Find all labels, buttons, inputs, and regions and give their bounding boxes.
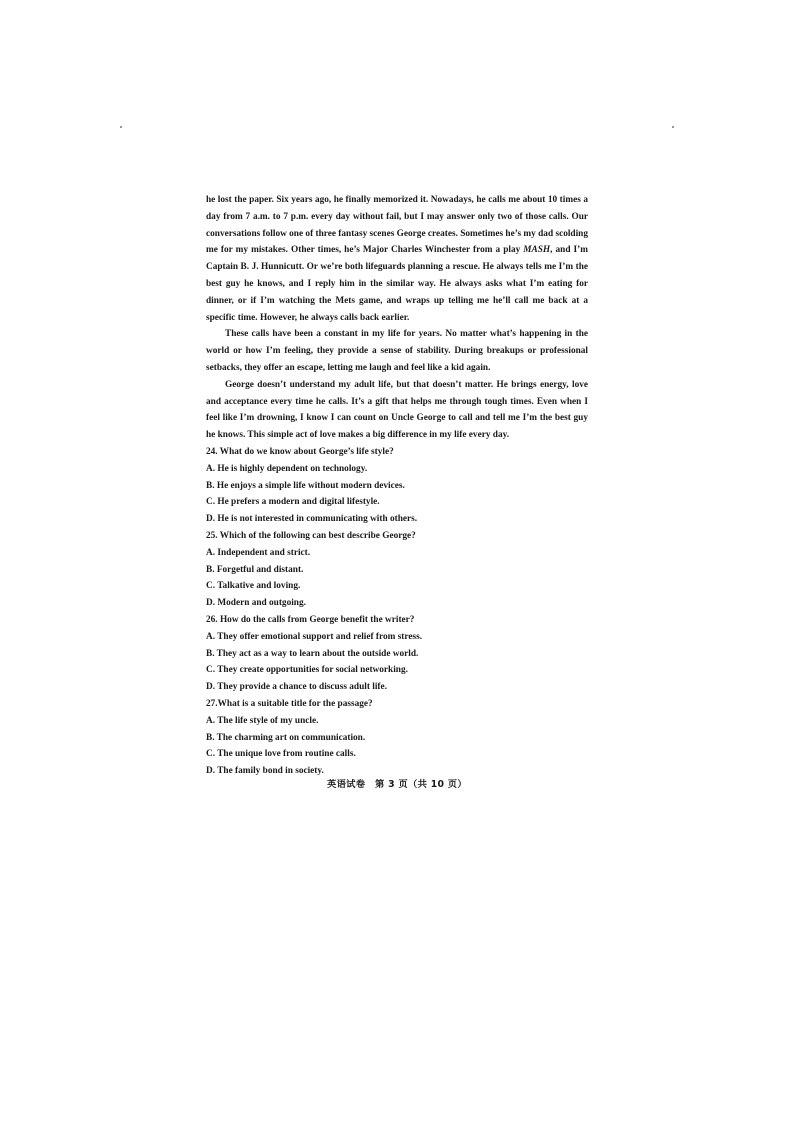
play-title: MASH: [523, 245, 551, 256]
option-a: A. The life style of my uncle.: [206, 715, 319, 726]
question-24: [206, 444, 588, 528]
exam-page-content: [206, 192, 588, 780]
option-d: D. They provide a chance to discuss adult life.: [206, 682, 387, 693]
option-b: B. The charming art on communication.: [206, 732, 366, 743]
option-d: D. Modern and outgoing.: [206, 598, 306, 609]
page-footer: 英语试卷 第 3 页（共 10 页）: [326, 779, 468, 790]
option-a: A. Independent and strict.: [206, 547, 311, 558]
option-d: D. He is not interested in communicating with others.: [206, 514, 418, 525]
option-c: C. Talkative and loving.: [206, 581, 301, 592]
scan-mark-left: [120, 126, 122, 128]
option-b: B. Forgetful and distant.: [206, 564, 304, 575]
question-stem: 26. How do the calls from George benefit the writer?: [206, 614, 415, 625]
question-26: [206, 612, 588, 696]
passage-paragraph-1: he lost the paper. Six years ago, he finally memorized it. Nowadays, he calls me about 10 times a day from 7 a.m. to 7 p.m. every day without fail, but I may answer only two of those calls. Our conversations follow one of three fantasy scenes George creates. Sometimes he’s my dad scolding me for my mistakes. Other times, he’s Major Charles Winchester from a play MASH, and I’m Captain B. J. Hunnicutt. Or we’re both lifeguards planning a rescue. He always tells me I’m the best guy he knows, and I reply him in the similar way. He always asks what I’m eating for dinner, or if I’m watching the Mets game, and wraps up telling me he’ll call me back at a specific time. However, he always calls back earlier.: [206, 195, 588, 323]
question-stem: 25. Which of the following can best describe George?: [206, 530, 416, 541]
question-25: [206, 528, 588, 612]
scan-mark-right: [672, 126, 674, 128]
passage-paragraph-3: George doesn’t understand my adult life, but that doesn’t matter. He brings energy, love and acceptance every time he calls. It’s a gift that helps me through tough times. Even when I feel like I’m drowning, I know I can count on Uncle George to call and tell me I’m the best guy he knows. This simple act of love makes a big difference in my life every day.: [206, 379, 588, 441]
option-c: C. He prefers a modern and digital lifestyle.: [206, 497, 380, 508]
question-27: [206, 696, 588, 780]
option-d: D. The family bond in society.: [206, 766, 324, 777]
option-b: B. He enjoys a simple life without modern devices.: [206, 480, 405, 491]
option-c: C. They create opportunities for social networking.: [206, 665, 408, 676]
option-c: C. The unique love from routine calls.: [206, 749, 356, 760]
option-a: A. They offer emotional support and relief from stress.: [206, 631, 423, 642]
option-a: A. He is highly dependent on technology.: [206, 463, 368, 474]
option-b: B. They act as a way to learn about the outside world.: [206, 648, 419, 659]
passage-paragraph-2: These calls have been a constant in my life for years. No matter what’s happening in the world or how I’m feeling, they provide a sense of stability. During breakups or professional setbacks, they offer an escape, letting me laugh and feel like a kid again.: [206, 329, 588, 373]
question-stem: 24. What do we know about George’s life style?: [206, 446, 394, 457]
question-stem: 27.What is a suitable title for the passage?: [206, 698, 373, 709]
